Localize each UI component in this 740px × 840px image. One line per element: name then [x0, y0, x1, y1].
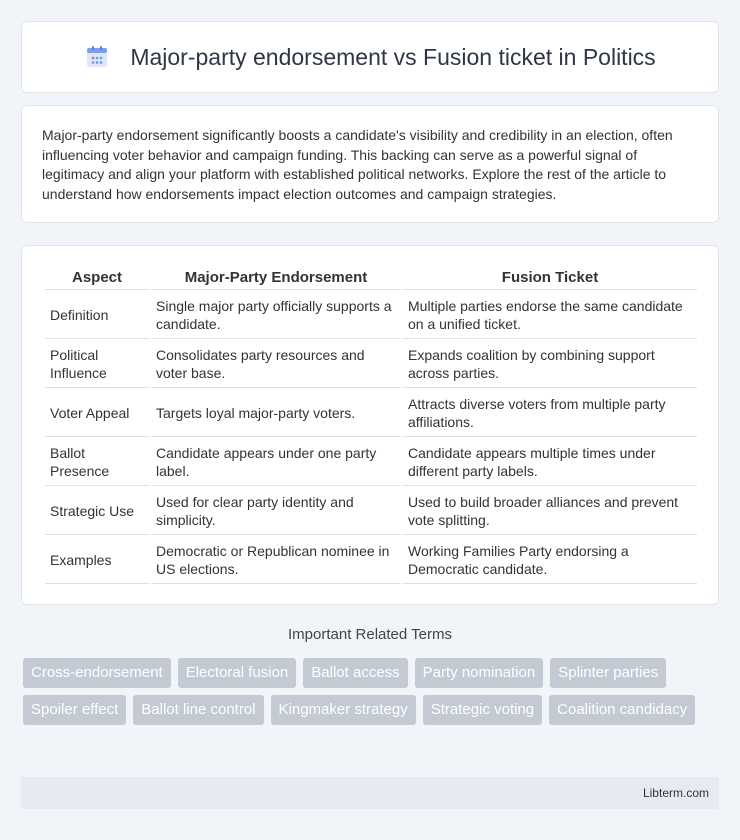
comparison-table — [43, 264, 699, 586]
table-cell: Candidate appears under one party label. — [151, 439, 401, 486]
table-cell: Working Families Party endorsing a Democratic candidate. — [403, 537, 697, 584]
related-term-tag[interactable]: Party nomination — [415, 658, 544, 688]
related-term-tag[interactable]: Cross-endorsement — [23, 658, 171, 688]
table-row — [45, 390, 697, 437]
table-cell: Used to build broader alliances and prevent vote splitting. — [403, 488, 697, 535]
related-term-tag[interactable]: Ballot access — [303, 658, 407, 688]
table-cell: Multiple parties endorse the same candidate on a unified ticket. — [403, 292, 697, 339]
column-header: Fusion Ticket — [403, 266, 697, 290]
table-header-row — [45, 266, 697, 290]
column-header: Aspect — [45, 266, 149, 290]
related-term-tag[interactable]: Ballot line control — [133, 695, 263, 725]
related-terms-title: Important Related Terms — [288, 626, 452, 643]
footer — [21, 777, 719, 809]
comparison-card — [21, 245, 719, 605]
intro-text: Major-party endorsement significantly boosts a candidate's visibility and credibility in an election, often influencing voter behavior and campaign funding. This backing can serve as a powerful signal of legitimacy and align your platform with established political networks. Explore the rest of the article to understand how endorsements impact election outcomes and campaign strategies. — [42, 127, 673, 202]
table-cell: Examples — [45, 537, 149, 584]
page-title: Major-party endorsement vs Fusion ticket in Politics — [130, 43, 656, 70]
table-cell: Strategic Use — [45, 488, 149, 535]
related-term-tag[interactable]: Coalition candidacy — [549, 695, 695, 725]
table-row — [45, 439, 697, 486]
table-cell: Single major party officially supports a candidate. — [151, 292, 401, 339]
table-row — [45, 488, 697, 535]
table-row — [45, 537, 697, 584]
intro-card — [21, 105, 719, 223]
table-cell: Political Influence — [45, 341, 149, 388]
table-cell: Attracts diverse voters from multiple party affiliations. — [403, 390, 697, 437]
footer-site-link[interactable]: Libterm.com — [642, 786, 709, 800]
table-cell: Definition — [45, 292, 149, 339]
table-cell: Candidate appears multiple times under different party labels. — [403, 439, 697, 486]
calendar-icon — [84, 44, 110, 70]
related-term-tag[interactable]: Kingmaker strategy — [271, 695, 416, 725]
related-term-tag[interactable]: Strategic voting — [423, 695, 542, 725]
related-term-tag[interactable]: Splinter parties — [550, 658, 666, 688]
table-row — [45, 292, 697, 339]
table-cell: Voter Appeal — [45, 390, 149, 437]
related-term-tag[interactable]: Electoral fusion — [178, 658, 297, 688]
related-terms-list — [23, 658, 723, 725]
table-cell: Targets loyal major-party voters. — [151, 390, 401, 437]
table-row — [45, 341, 697, 388]
related-term-tag[interactable]: Spoiler effect — [23, 695, 126, 725]
table-cell: Used for clear party identity and simplicity. — [151, 488, 401, 535]
table-cell: Democratic or Republican nominee in US elections. — [151, 537, 401, 584]
table-cell: Consolidates party resources and voter base. — [151, 341, 401, 388]
table-cell: Ballot Presence — [45, 439, 149, 486]
header-card — [21, 21, 719, 93]
table-cell: Expands coalition by combining support across parties. — [403, 341, 697, 388]
column-header: Major-Party Endorsement — [151, 266, 401, 290]
